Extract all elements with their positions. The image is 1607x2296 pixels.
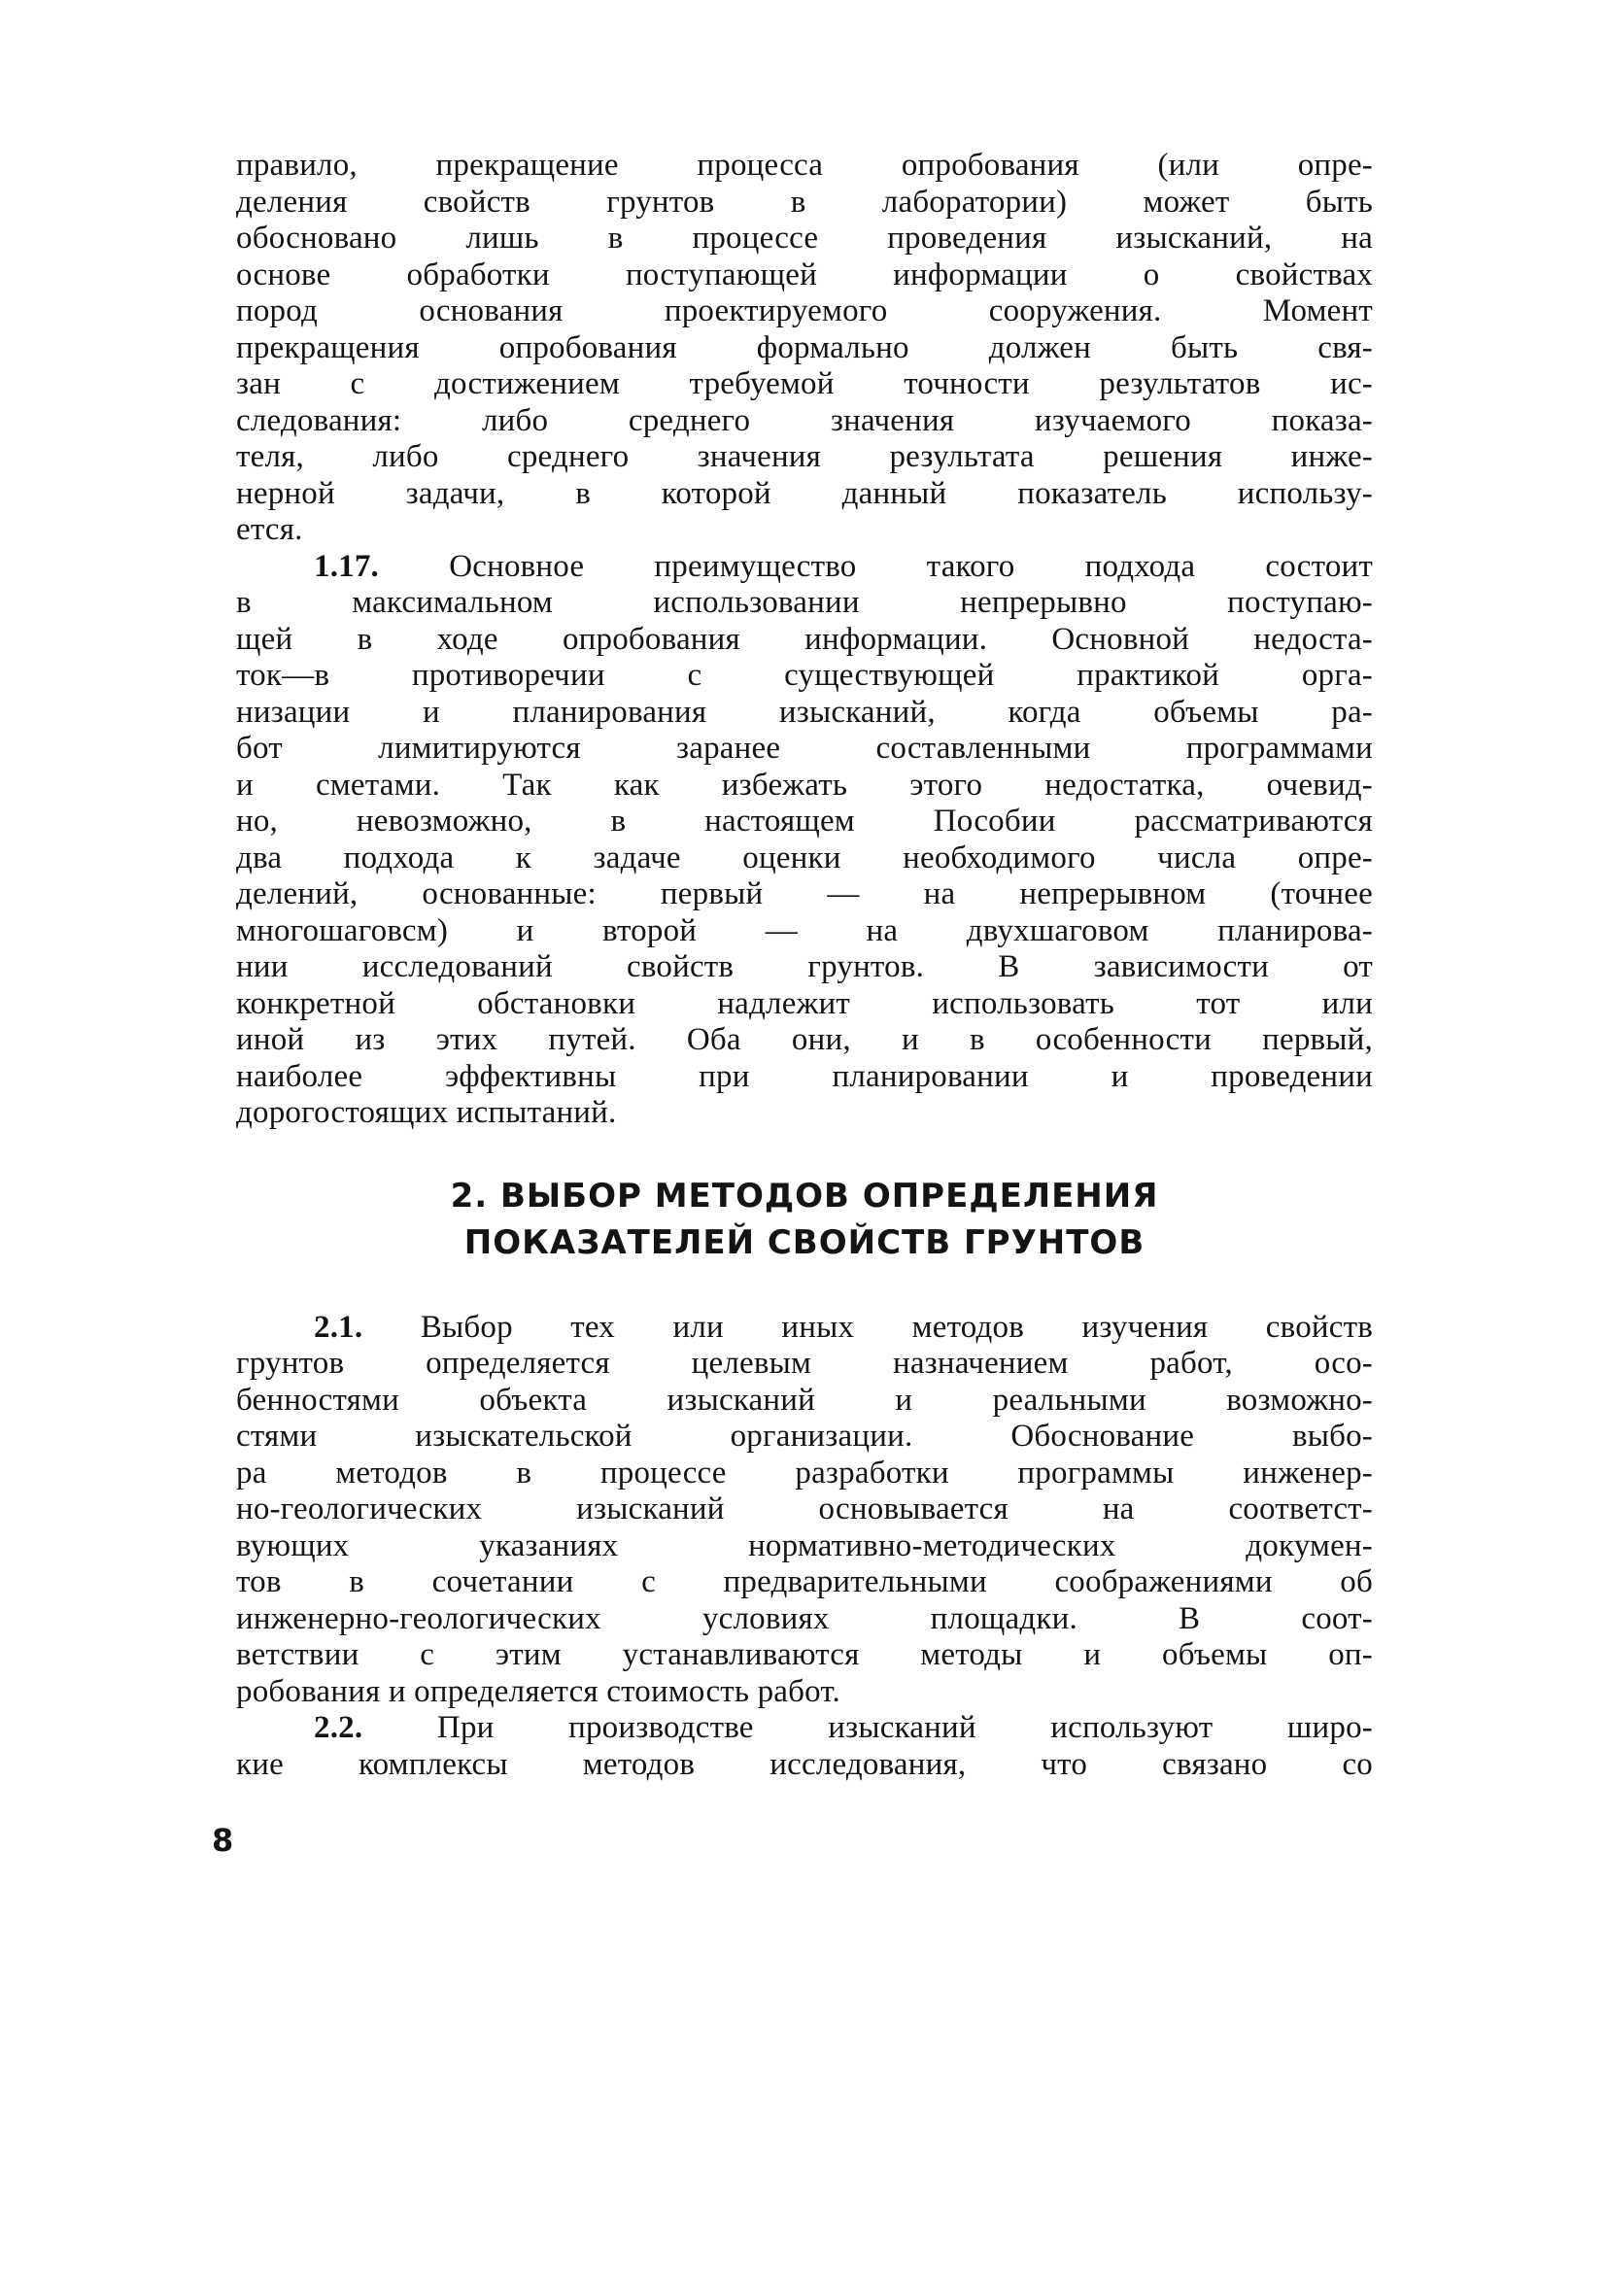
paragraph-number: 2.2.	[314, 1710, 363, 1745]
text-line: ется.	[236, 512, 303, 547]
text-line: бот лимитируются заранее составленными программами	[236, 731, 1373, 766]
text-line: прекращения опробования формально должен быть свя-	[236, 329, 1373, 365]
text-line: делений, основанные: первый — на непрерывном (точнее	[236, 876, 1373, 911]
text-line: ра методов в процессе разработки программы инженер-	[236, 1455, 1373, 1491]
text-line: нерной задачи, в которой данный показатель использу-	[236, 475, 1373, 511]
text-line: конкретной обстановки надлежит использовать тот или	[236, 985, 1373, 1021]
text-line: стями изыскательской организации. Обоснование выбо-	[236, 1419, 1373, 1454]
text-line: тов в сочетании с предварительными соображениями об	[236, 1564, 1373, 1599]
text-line: теля, либо среднего значения результата решения инже-	[236, 439, 1373, 474]
text-line: но-геологических изысканий основывается на соответст-	[236, 1491, 1373, 1526]
paragraph-number: 1.17.	[314, 548, 379, 584]
text-line-content: Выбор тех или иных методов изучения свойств	[420, 1309, 1374, 1345]
text-line: ветствии с этим устанавливаются методы и объемы оп-	[236, 1637, 1373, 1672]
text-line: деления свойств грунтов в лаборатории) может быть	[236, 184, 1373, 220]
page-number: 8	[212, 1822, 234, 1859]
text-line: правило, прекращение процесса опробования (или опре-	[236, 148, 1373, 183]
text-line: пород основания проектируемого сооружения. Момент	[236, 293, 1373, 328]
text-line: кие комплексы методов исследования, что связано со	[236, 1746, 1373, 1782]
text-line: дорогостоящих испытаний.	[236, 1095, 617, 1130]
section-heading-line: 2. ВЫБОР МЕТОДОВ ОПРЕДЕЛЕНИЯ	[450, 1176, 1159, 1216]
text-line: бенностями объекта изысканий и реальными возможно-	[236, 1382, 1373, 1418]
text-line	[314, 1310, 1373, 1346]
text-line: робования и определяется стоимость работ.	[236, 1673, 841, 1709]
text-line: низации и планирования изысканий, когда объемы ра-	[236, 694, 1373, 730]
text-line: но, невозможно, в настоящем Пособии рассматриваются	[236, 804, 1373, 839]
text-line: наиболее эффективны при планировании и проведении	[236, 1058, 1373, 1094]
text-line: обосновано лишь в процессе проведения изысканий, на	[236, 221, 1373, 256]
text-line: иной из этих путей. Оба они, и в особенности первый,	[236, 1022, 1373, 1057]
paragraph-number: 2.1.	[314, 1309, 363, 1345]
text-line-content: Основное преимущество такого подхода состоит	[449, 548, 1374, 584]
text-line: вующих указаниях нормативно-методических докумен-	[236, 1527, 1373, 1563]
text-line: следования: либо среднего значения изучаемого показа-	[236, 402, 1373, 438]
text-line: зан с достижением требуемой точности результатов ис-	[236, 366, 1373, 401]
text-line: в максимальном использовании непрерывно поступаю-	[236, 585, 1373, 620]
text-line	[314, 549, 1373, 585]
text-line: ток—в противоречии с существующей практикой орга-	[236, 658, 1373, 693]
text-line: грунтов определяется целевым назначением работ, осо-	[236, 1346, 1373, 1381]
text-line: щей в ходе опробования информации. Основной недоста-	[236, 621, 1373, 657]
section-heading-line: ПОКАЗАТЕЛЕЙ СВОЙСТВ ГРУНТОВ	[463, 1222, 1145, 1262]
text-line: основе обработки поступающей информации о свойствах	[236, 257, 1373, 292]
text-line: нии исследований свойств грунтов. В зависимости от	[236, 949, 1373, 984]
text-line: инженерно-геологических условиях площадки. В соот-	[236, 1600, 1373, 1636]
text-line: два подхода к задаче оценки необходимого числа опре-	[236, 840, 1373, 875]
text-line-content: При производстве изысканий используют широ-	[436, 1710, 1373, 1745]
text-line	[314, 1710, 1373, 1746]
text-line: многошаговсм) и второй — на двухшаговом планирова-	[236, 912, 1373, 948]
text-line: и сметами. Так как избежать этого недостатка, очевид-	[236, 767, 1373, 803]
